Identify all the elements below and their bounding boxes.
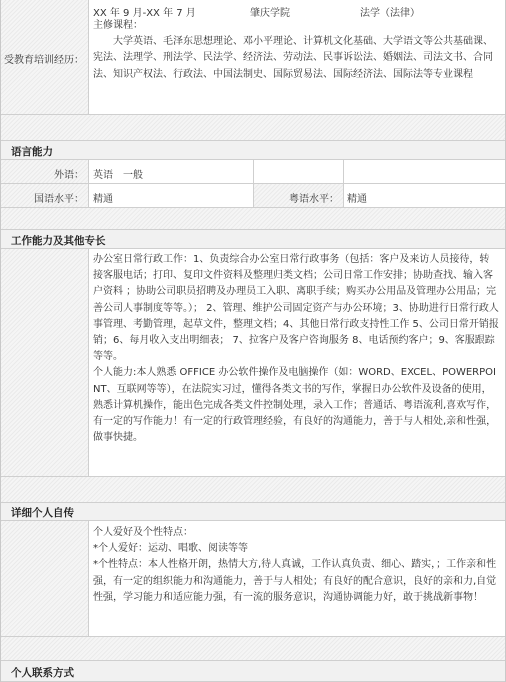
courses-title: 主修课程： <box>93 20 143 31</box>
foreign-language-row <box>1 160 505 184</box>
skills-content <box>93 252 499 476</box>
skills-paragraph-work: 办公室日常行政工作：1、负责综合办公室日常行政事务（包括：客户及来访人员接待，转接客服电话；打印、复印文件资料及整理归类文档；公司日常工作安排；协助查找、输入客户资料 ；协助公司职员招聘及办理员工入职、离职手续；购买办公用品及管理办公用品；完善公司人事制度等等。）； 2、管理、维护公司固定资产与办公环境；3、协助进行日常行政人事管理、考勤管理，起草文件，整理文档；4、其他日常行政支持性工作 5、公司日常开销报销；6、每月收入支出明细表； 7、拉客户及客户咨询服务 8、电话预约客户；9、客服跟踪等等。 <box>93 254 499 363</box>
cantonese-label-cell <box>253 184 344 207</box>
hobby-text: *个人爱好：运动、唱歌、阅读等等 <box>93 543 248 555</box>
education-content <box>93 0 501 114</box>
contact-section-header <box>1 661 505 682</box>
cantonese-value: 精通 <box>347 194 367 205</box>
language-section-title: 语言能力 <box>11 146 53 158</box>
self-eval-section-title: 详细个人自传 <box>11 507 74 519</box>
self-eval-content <box>93 525 499 636</box>
skills-paragraph-ability: 个人能力:本人熟悉 OFFICE 办公软件操作及电脑操作（如：WORD、EXCEL、POWERPOINT、互联网等等），在法院实习过，懂得各类文书的写作，掌握日办公软件及设备的使用，熟悉计算机操作，能出色完成各类文件控制处理，录入工作；普通话、粤语流利,喜欢写作，有一定的写作能力！有一定的行政管理经验，有良好的沟通能力，善于与人相处,亲和性强，做事快捷。 <box>93 367 497 444</box>
mandarin-value: 精通 <box>93 194 113 205</box>
self-eval-row <box>1 521 505 637</box>
divider <box>253 160 254 183</box>
self-eval-section-header <box>1 503 505 521</box>
spacer-row <box>1 477 505 503</box>
education-row <box>1 0 505 115</box>
spacer-row <box>1 115 505 141</box>
mandarin-label-cell <box>1 184 89 207</box>
foreign-value: 英语 一般 <box>93 170 143 181</box>
education-label: 受教育培训经历： <box>4 55 84 66</box>
language-section-header <box>1 141 505 160</box>
education-label-cell <box>1 0 89 114</box>
skills-row <box>1 249 505 477</box>
education-header <box>93 0 501 18</box>
education-school: 肇庆学院 <box>250 8 290 19</box>
education-major: 法学（法律） <box>360 8 420 19</box>
personality-text: *个性特点：本人性格开朗，热情大方,待人真诚，工作认真负责、细心、踏实，；工作亲和性强，有一定的组织能力和沟通能力，善于与人相处；有良好的配合意识，良好的亲和力,自觉性强，学习能力和适应能力强，有一流的服务意识，沟通协调能力好，敢于挑战新事物！ <box>93 559 497 603</box>
cantonese-label: 粤语水平： <box>289 194 339 205</box>
education-period: XX 年 9 月-XX 年 7 月 <box>93 8 196 19</box>
divider <box>343 160 344 183</box>
skills-section-header <box>1 230 505 249</box>
skills-section-title: 工作能力及其他专长 <box>11 235 106 247</box>
contact-section-title: 个人联系方式 <box>11 667 74 679</box>
courses-text: 大学英语、毛泽东思想理论、邓小平理论、计算机文化基础、大学语文等公共基础课、宪法、法理学、刑法学、民法学、经济法、劳动法、民事诉讼法、婚姻法、司法文书、合同法、知识产权法、行政法、中国法制史、国际贸易法、国际经济法、国际法等专业课程 <box>93 36 493 80</box>
mandarin-label: 国语水平： <box>34 194 84 205</box>
self-eval-label-cell <box>1 521 89 636</box>
hobby-title: 个人爱好及个性特点： <box>93 527 193 538</box>
foreign-label: 外语： <box>54 170 84 181</box>
dialect-row <box>1 184 505 208</box>
foreign-label-cell <box>1 160 89 183</box>
skills-label-cell <box>1 249 89 476</box>
spacer-row <box>1 208 505 230</box>
spacer-row <box>1 637 505 661</box>
